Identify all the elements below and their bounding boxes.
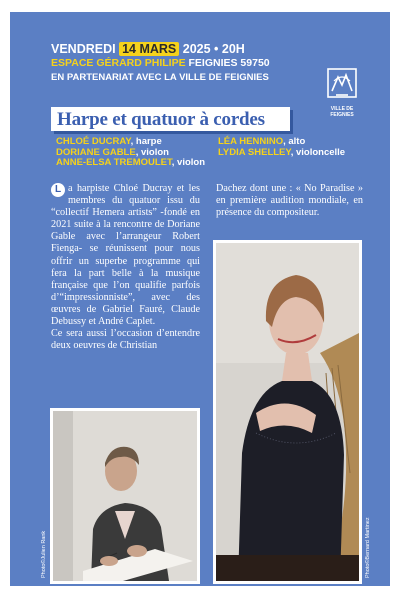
harpist-photo: [213, 240, 362, 584]
logo-line-1: VILLE DE: [330, 106, 354, 112]
body-column-left: [51, 183, 200, 352]
composer-photo: [50, 408, 200, 584]
date-suffix: 2025 • 20H: [182, 42, 245, 56]
venue-city: FEIGNIES 59750: [188, 57, 270, 69]
artist-name: LYDIA SHELLEY: [218, 146, 291, 158]
artist-name: ANNE-ELSA TREMOULET: [56, 157, 172, 168]
artist-role: , violon: [135, 146, 169, 158]
logo-text: [320, 106, 364, 118]
date-line: [51, 42, 245, 56]
photo-credit-left: Photo©Julien Rank: [41, 530, 47, 578]
artist-role: , violoncelle: [290, 146, 346, 158]
dropcap: L: [51, 183, 65, 197]
date-prefix: VENDREDI: [51, 42, 116, 56]
artist-line: [56, 158, 205, 169]
harpist-photo-illustration: [216, 243, 359, 581]
artist-role: , violon: [171, 157, 206, 168]
body-paragraph-1: a harpiste Chloé Ducray et les membres du quatuor issu du “collectif Hemera artists” -fondé en 2021 suite à la rencontre de Doriane Gable avec l’arrangeur Robert Fienga- se réunissent pour nous offrir un superbe programme qui fera la part belle à la musique française que l’on qualifie parfois d’“impressionniste”, avec des œuvres de Gabriel Fauré, Claude Debussy et André Caplet.: [51, 183, 200, 328]
artists-left: [56, 137, 205, 169]
body-paragraph-3: Dachez dont une : « No Paradise » en première audition mondiale, en présence du compositeur.: [216, 183, 363, 219]
title-box: [51, 107, 290, 131]
artist-name: DORIANE GABLE: [56, 146, 136, 158]
artist-name: LÉA HENNINO: [218, 136, 284, 147]
date-highlight: 14 MARS: [119, 42, 179, 56]
venue-line: [51, 57, 270, 69]
body-paragraph-2: Ce sera aussi l’occasion d’entendre deux oeuvres de Christian: [51, 328, 200, 352]
composer-photo-illustration: [53, 411, 197, 581]
partnership-line: EN PARTENARIAT AVEC LA VILLE DE FEIGNIES: [51, 72, 269, 83]
artist-role: , harpe: [130, 136, 162, 147]
artist-role: , alto: [283, 136, 306, 147]
body-column-right: [216, 183, 363, 219]
feignies-city-logo-icon: [326, 67, 358, 111]
venue-name: ESPACE GÉRARD PHILIPE: [51, 57, 186, 69]
artist-name: CHLOÉ DUCRAY: [56, 136, 131, 147]
photo-credit-right: Photo©Bernard Martinez: [365, 517, 371, 578]
artist-line: [218, 148, 345, 159]
artists-right: [218, 137, 345, 158]
concert-title: Harpe et quatuor à cordes: [57, 109, 265, 130]
logo-line-2: FEIGNIES: [330, 112, 354, 118]
